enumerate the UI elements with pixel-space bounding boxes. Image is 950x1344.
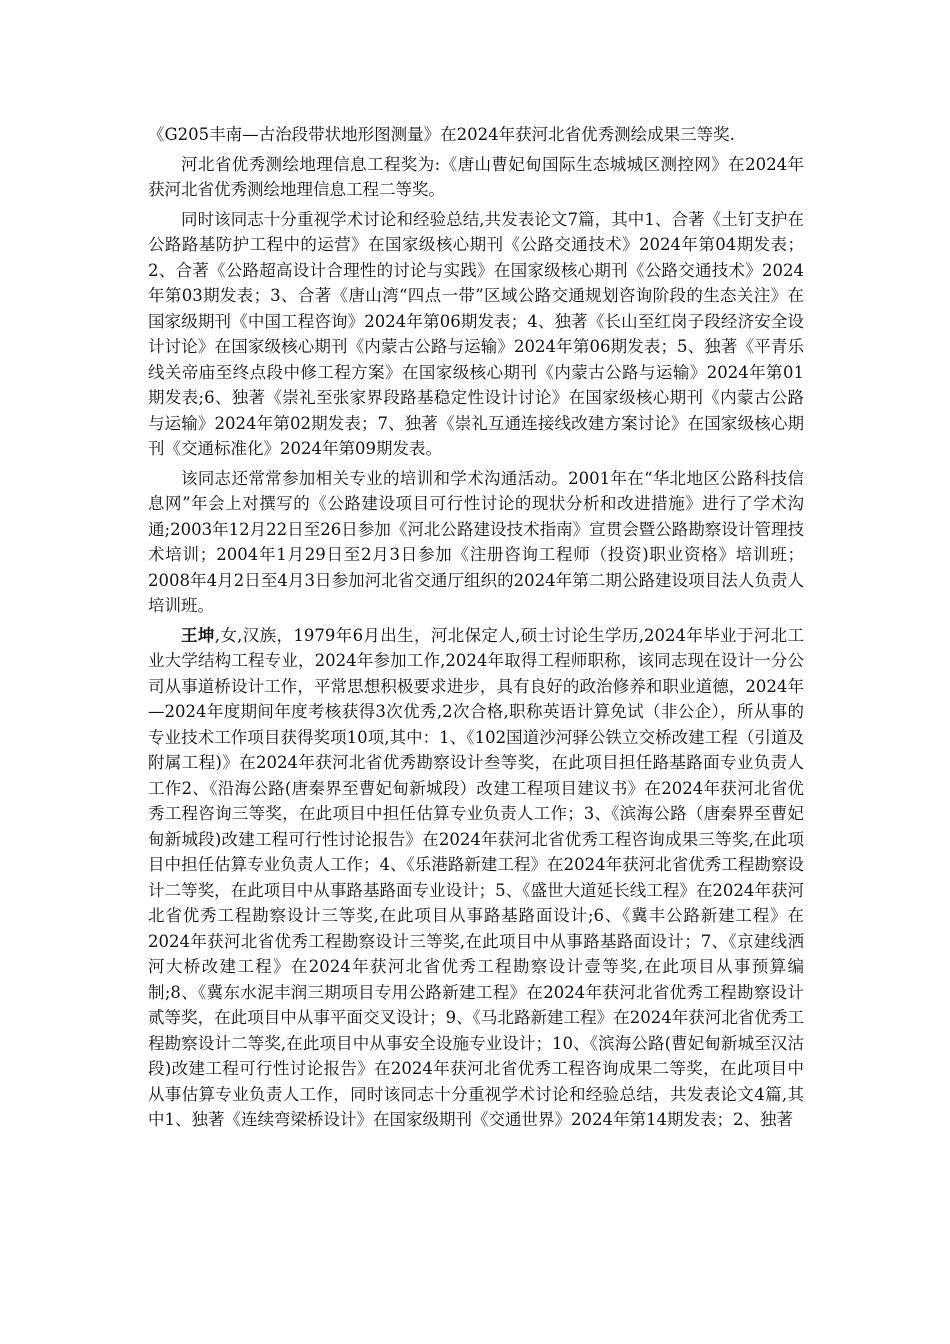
paragraph-p5	[148, 623, 804, 1133]
person-name: 王坤	[181, 625, 215, 645]
paragraph-text: 该同志还常常参加相关专业的培训和学术沟通活动。2001年在“华北地区公路科技信息网”年会上对撰写的《公路建设项目可行性讨论的现状分析和改进措施》进行了学术沟通;2003年12月22日至26日参加《河北公路建设技术指南》宣贯会暨公路勘察设计管理技术培训；2004年1月29日至2月3日参加《注册咨询工程师（投资)职业资格》培训班；2008年4月2日至4月3日参加河北省交通厅组织的2024年第二期公路建设项目法人负责人培训班。	[148, 468, 804, 615]
paragraph-text: 河北省优秀测绘地理信息工程奖为:《唐山曹妃甸国际生态城城区测控网》在2024年获河北省优秀测绘地理信息工程二等奖。	[148, 154, 804, 199]
paragraph-text: 同时该同志十分重视学术讨论和经验总结,共发表论文7篇，其中1、合著《土钉支护在公路路基防护工程中的运营》在国家级核心期刊《公路交通技术》2024年第04期发表；2、合著《公路超高设计合理性的讨论与实践》在国家级核心期刊《公路交通技术》2024年第03期发表；3、合著《唐山湾“四点一带”区域公路交通规划咨询阶段的生态关注》在国家级期刊《中国工程咨询》2024年第06期发表；4、独著《长山至红岗子段经济安全设计讨论》在国家级核心期刊《内蒙古公路与运输》2024年第06期发表；5、独著《平青乐线关帝庙至终点段中修工程方案》在国家级核心期刊《内蒙古公路与运输》2024年第01期发表;6、独著《崇礼至张家界段路基稳定性设计讨论》在国家级核心期刊《内蒙古公路与运输》2024年第02期发表；7、独著《崇礼互通连接线改建方案讨论》在国家级核心期刊《交通标准化》2024年第09期发表。	[148, 209, 804, 458]
paragraph-p2	[148, 152, 804, 203]
document-page	[148, 122, 804, 1137]
paragraph-text: ,女,汉族，1979年6月出生，河北保定人,硕士讨论生学历,2024年毕业于河北工业大学结构工程专业，2024年参加工作,2024年取得工程师职称，该同志现在设计一分公司从事道桥设计工作，平常思想积极要求进步，具有良好的政治修养和职业道德，2024年—2024年度期间年度考核获得3次优秀,2次合格,职称英语计算免试（非公企），所从事的专业技术工作项目获得奖项10项,其中：1、《102国道沙河驿公铁立交桥改建工程（引道及附属工程)》在2024年获河北省优秀勘察设计叁等奖，在此项目担任路基路面专业负责人工作2、《沿海公路(唐秦界至曹妃甸新城段）改建工程项目建议书》在2024年获河北省优秀工程咨询三等奖，在此项目中担任估算专业负责人工作；3、《滨海公路（唐秦界至曹妃甸新城段)改建工程可行性讨论报告》在2024年获河北省优秀工程咨询成果三等奖,在此项目中担任估算专业负责人工作；4、《乐港路新建工程》在2024年获河北省优秀工程勘察设计二等奖，在此项目中从事路基路面专业设计；5、《盛世大道延长线工程》在2024年获河北省优秀工程勘察设计三等奖,在此项目从事路基路面设计;6、《冀丰公路新建工程》在2024年获河北省优秀工程勘察设计三等奖,在此项目中从事路基路面设计；7、《京建线洒河大桥改建工程》在2024年获河北省优秀工程勘察设计壹等奖,在此项目从事预算编制;8、《冀东水泥丰润三期项目专用公路新建工程》在2024年获河北省优秀工程勘察设计贰等奖，在此项目中从事平面交叉设计；9、《马北路新建工程》在2024年获河北省优秀工程勘察设计二等奖,在此项目中从事安全设施专业设计；10、《滨海公路(曹妃甸新城至汉沽段)改建工程可行性讨论报告》在2024年获河北省优秀工程咨询成果二等奖，在此项目中从事估算专业负责人工作，同时该同志十分重视学术讨论和经验总结，共发表论文4篇,其中1、独著《连续弯梁桥设计》在国家级期刊《交通世界》2024年第14期发表；2、独著	[148, 625, 804, 1129]
paragraph-p1	[148, 122, 804, 148]
paragraph-p3	[148, 207, 804, 462]
paragraph-text: 《G205丰南—古治段带状地形图测量》在2024年获河北省优秀测绘成果三等奖.	[148, 125, 735, 144]
paragraph-p4	[148, 466, 804, 619]
